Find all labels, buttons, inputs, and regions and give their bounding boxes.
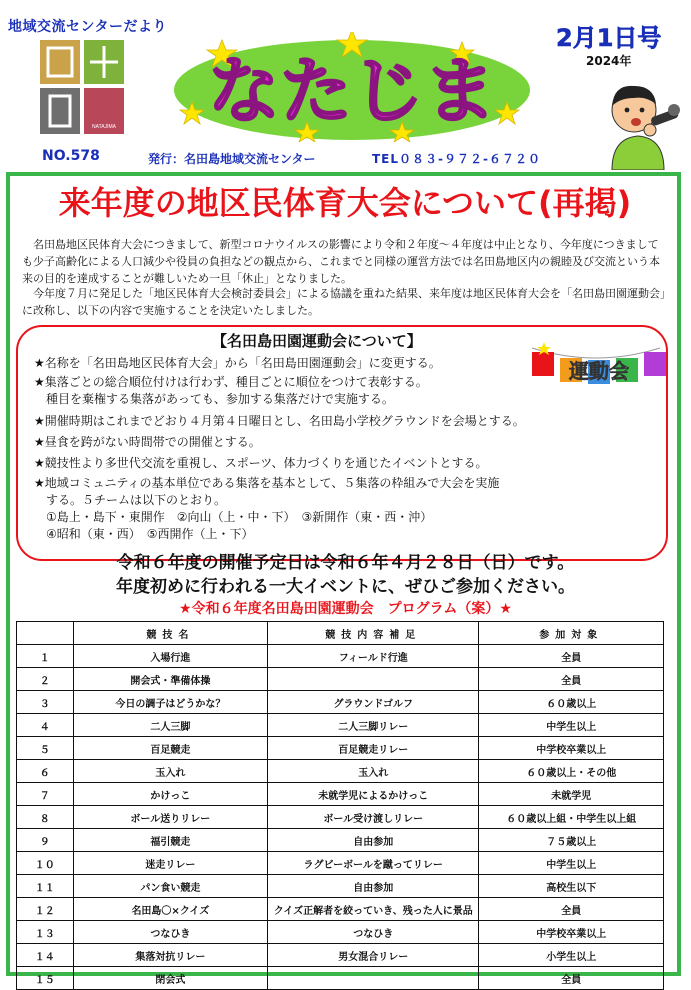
event-details [268, 967, 479, 990]
event-participants: 中学生以上 [479, 714, 664, 737]
event-details: ラグビーボールを蹴ってリレー [268, 852, 479, 875]
event-number: ２ [17, 668, 74, 691]
event-details: 自由参加 [268, 875, 479, 898]
table-row [17, 714, 664, 737]
karaoke-boy-illustration [590, 74, 686, 170]
event-details: つなひき [268, 921, 479, 944]
article-headline: 来年度の地区民体育大会について(再掲) [58, 184, 632, 222]
event-name: 名田島〇×クイズ [73, 898, 267, 921]
event-number: ８ [17, 806, 74, 829]
event-participants: 未就学児 [479, 783, 664, 806]
event-name: 玉入れ [73, 760, 267, 783]
issue-number: NO.578 [42, 148, 100, 164]
detail-item: ①島上・島下・東開作 ②向山（上・中・下） ③新開作（東・西・沖） [34, 510, 433, 524]
table-row [17, 806, 664, 829]
table-row [17, 783, 664, 806]
program-table [16, 621, 664, 990]
event-number: ５ [17, 737, 74, 760]
event-name: 迷走リレー [73, 852, 267, 875]
table-row [17, 691, 664, 714]
table-row [17, 668, 664, 691]
event-details: 自由参加 [268, 829, 479, 852]
event-number: ４ [17, 714, 74, 737]
detail-item: ★地域コミュニティの基本単位である集落を基本として、５集落の枠組みで大会を実施 [34, 476, 500, 490]
newsletter-title: なたじま [207, 49, 497, 133]
event-participants: 中学校卒業以上 [479, 737, 664, 760]
table-header-row [17, 622, 664, 645]
table-row [17, 852, 664, 875]
event-number: ３ [17, 691, 74, 714]
table-row [17, 944, 664, 967]
detail-item: ★集落ごとの総合順位付けは行わず、種目ごとに順位をつけて表彰する。 [34, 375, 428, 389]
event-name: 福引競走 [73, 829, 267, 852]
event-participants: ６０歳以上組・中学生以上組 [479, 806, 664, 829]
table-row [17, 829, 664, 852]
badge-label: 運動会 [569, 359, 629, 383]
event-number: ７ [17, 783, 74, 806]
event-details: フィールド行進 [268, 645, 479, 668]
event-participants: 高校生以下 [479, 875, 664, 898]
event-participants: 中学校卒業以上 [479, 921, 664, 944]
event-name: 今日の調子はどうかな？ [73, 691, 267, 714]
newsletter-series-label: 地域交流センターだより [8, 19, 167, 35]
event-participants: 全員 [479, 967, 664, 990]
event-name: ボール送りリレー [73, 806, 267, 829]
column-header-event: 競技名 [73, 622, 267, 645]
event-details: 男女混合リレー [268, 944, 479, 967]
event-participants: ６０歳以上・その他 [479, 760, 664, 783]
event-details: 二人三脚リレー [268, 714, 479, 737]
event-name: 入場行進 [73, 645, 267, 668]
table-row [17, 967, 664, 990]
event-participants: 全員 [479, 668, 664, 691]
event-participants: 中学生以上 [479, 852, 664, 875]
table-row [17, 645, 664, 668]
event-details: グラウンドゴルフ [268, 691, 479, 714]
article-paragraph-1: 名田島地区民体育大会につきまして、新型コロナウイルスの影響により令和２年度～４年度は中止となり、今年度につきましても少子高齢化による人口減少や役員の負担などの観点から、これまでと同様の運営方法では名田島地区内の親睦及び交流という本来の目的を達成することが難しいため一旦「休止」となりました。 [22, 238, 660, 285]
event-number: ９ [17, 829, 74, 852]
event-participants: 小学生以上 [479, 944, 664, 967]
column-header-participants: 参加対象 [479, 622, 664, 645]
event-date-notice: 令和６年度の開催予定日は令和６年４月２８日（日）です。 [116, 553, 575, 573]
detail-item: する。５チームは以下のとおり。 [34, 493, 227, 507]
table-row [17, 760, 664, 783]
event-details: ボール受け渡しリレー [268, 806, 479, 829]
detail-item: 種目を棄権する集落があっても、参加する集落だけで実施する。 [34, 392, 394, 406]
detail-item: ④昭和（東・西） ⑤西開作（上・下） [34, 527, 254, 541]
event-number: １４ [17, 944, 74, 967]
event-name: パン食い競走 [73, 875, 267, 898]
event-details: 未就学児によるかけっこ [268, 783, 479, 806]
event-participants: 全員 [479, 898, 664, 921]
event-name: 二人三脚 [73, 714, 267, 737]
details-box-title: 【名田島田園運動会について】 [212, 332, 422, 350]
event-participants: ６０歳以上 [479, 691, 664, 714]
natajima-logo [40, 40, 126, 136]
event-number: １１ [17, 875, 74, 898]
event-participants: 全員 [479, 645, 664, 668]
event-name: 閉会式 [73, 967, 267, 990]
publisher: 発行：名田島地域交流センター [148, 152, 316, 166]
table-row [17, 875, 664, 898]
event-number: １５ [17, 967, 74, 990]
participation-notice: 年度初めに行われる一大イベントに、ぜひご参加ください。 [116, 577, 575, 597]
issue-year: 2024年 [586, 54, 632, 68]
issue-date: 2月1日号 [556, 24, 662, 52]
table-row [17, 737, 664, 760]
program-title: ★令和６年度名田島田園運動会 プログラム（案）★ [179, 601, 512, 617]
event-number: １ [17, 645, 74, 668]
event-name: 百足競走 [73, 737, 267, 760]
sports-day-badge [522, 338, 670, 386]
detail-item: ★開催時期はこれまでどおり４月第４日曜日とし、名田島小学校グラウンドを会場とする。 [34, 414, 525, 428]
column-header-details: 競技内容補足 [268, 622, 479, 645]
event-number: １２ [17, 898, 74, 921]
event-details: 玉入れ [268, 760, 479, 783]
detail-item: ★名称を「名田島地区民体育大会」から「名田島田園運動会」に変更する。 [34, 356, 441, 370]
title-banner [162, 32, 542, 142]
event-name: 開会式・準備体操 [73, 668, 267, 691]
event-details: 百足競走リレー [268, 737, 479, 760]
event-number: ６ [17, 760, 74, 783]
event-participants: ７５歳以上 [479, 829, 664, 852]
event-details: クイズ正解者を絞っていき、残った人に景品 [268, 898, 479, 921]
phone-number: TEL０８３-９７２-６７２０ [372, 152, 541, 166]
program-table-body [17, 645, 664, 990]
article-paragraph-2: 今年度７月に発足した「地区民体育大会検討委員会」による協議を重ねた結果、来年度は地区民体育大会を「名田島田園運動会」に改称し、以下の内容で実施することを決定いたしました。 [22, 287, 666, 317]
event-number: １３ [17, 921, 74, 944]
event-name: つなひき [73, 921, 267, 944]
detail-item: ★昼食を跨がない時間帯での開催とする。 [34, 435, 261, 449]
event-details [268, 668, 479, 691]
table-row [17, 898, 664, 921]
event-name: 集落対抗リレー [73, 944, 267, 967]
logo-caption: NATAJIMA [92, 124, 116, 130]
event-name: かけっこ [73, 783, 267, 806]
detail-item: ★競技性より多世代交流を重視し、スポーツ、体力づくりを通じたイベントとする。 [34, 456, 488, 470]
table-row [17, 921, 664, 944]
event-number: １０ [17, 852, 74, 875]
column-header-no [17, 622, 74, 645]
